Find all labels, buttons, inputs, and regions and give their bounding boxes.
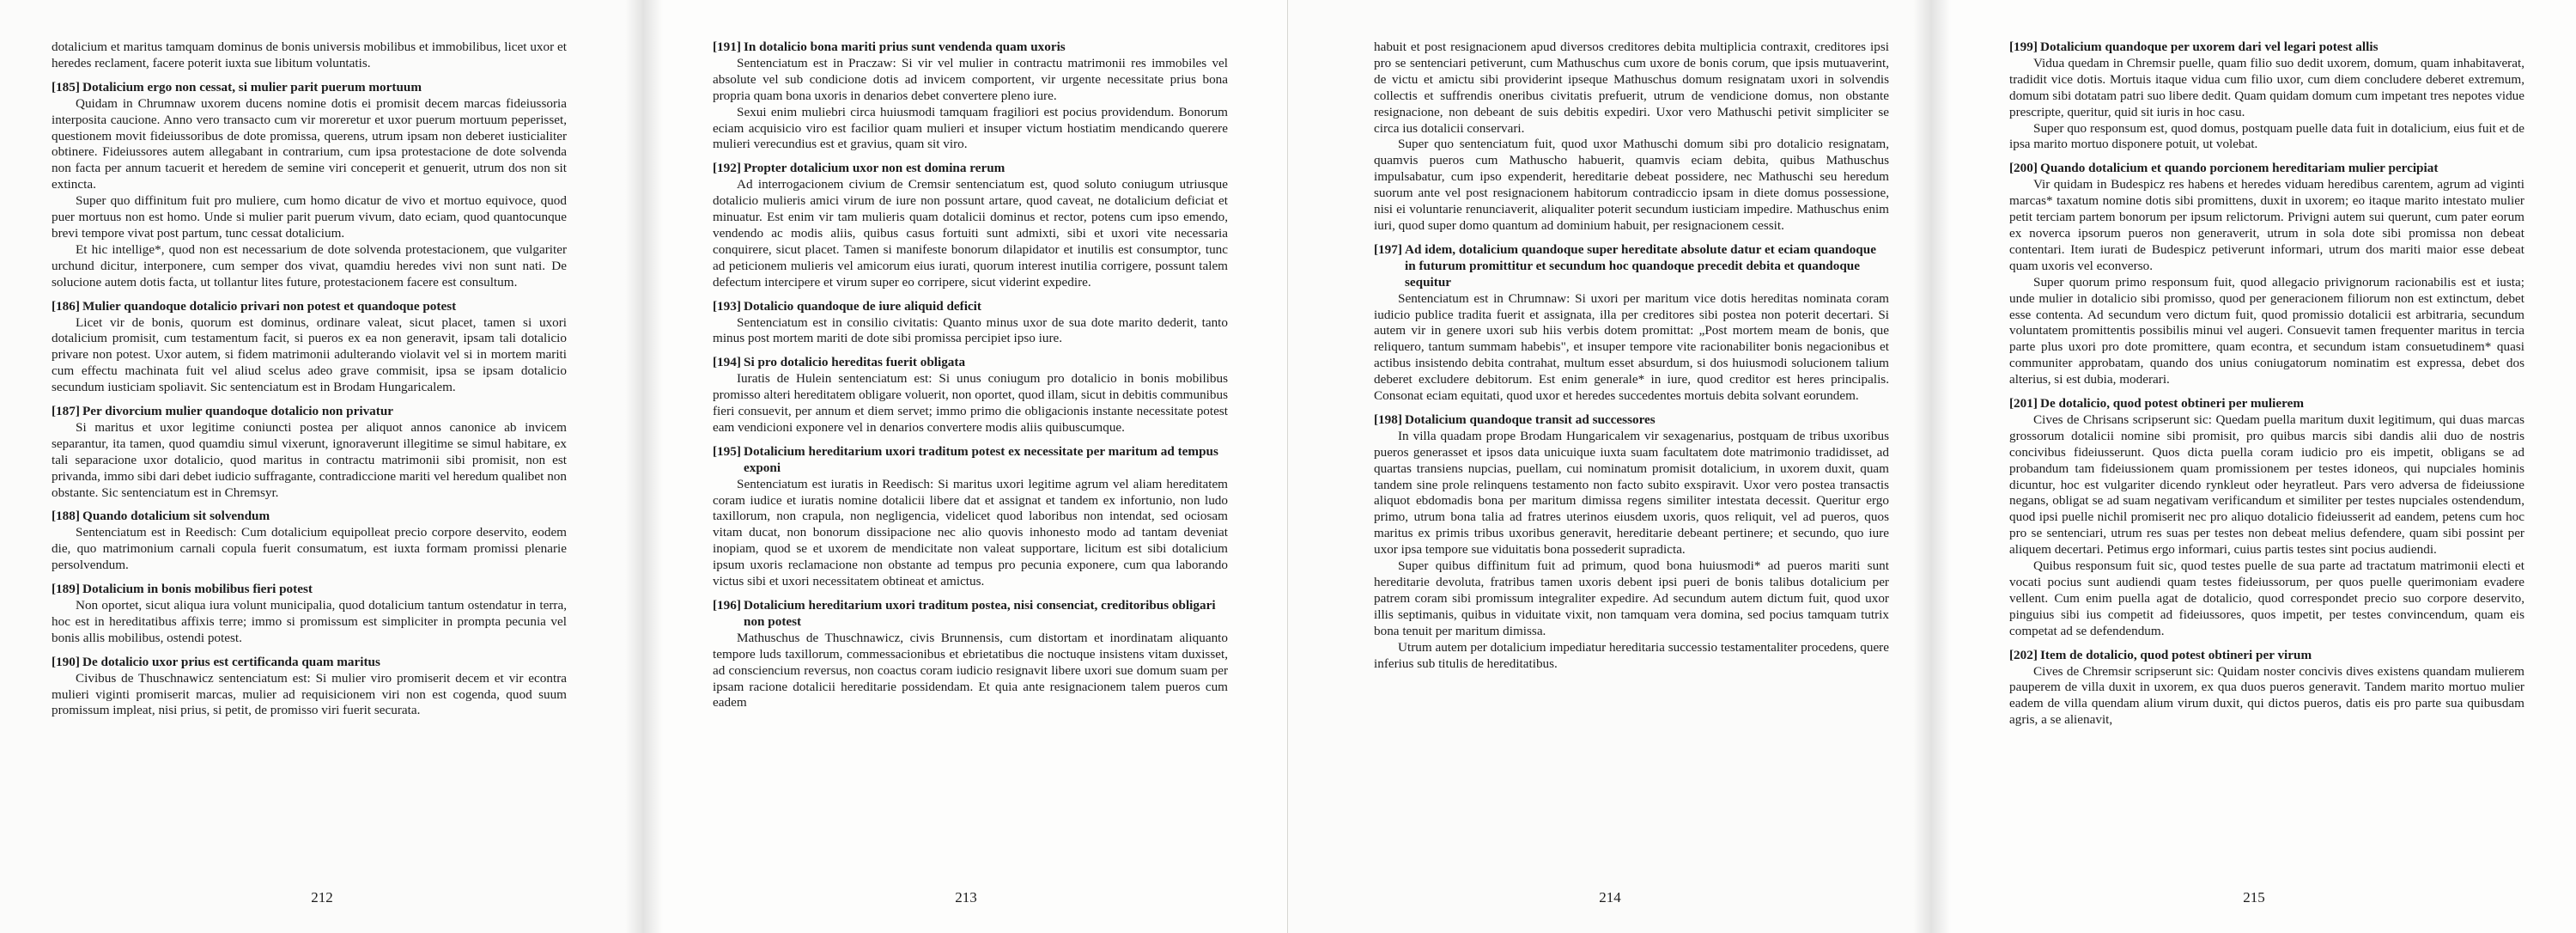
section-heading bbox=[1374, 412, 1889, 429]
section-title: Si pro dotalicio hereditas fuerit obligata bbox=[744, 355, 966, 370]
page-213 bbox=[644, 0, 1288, 933]
section-title: De dotalicio uxor prius est certificanda quam maritus bbox=[82, 654, 380, 669]
paragraph: Sentenciatum est in consilio civitatis: Quanto minus uxor de sua dote marito dederit, tanto minus post mortem mariti de dote sibi promissa percipiet ipso iure. bbox=[713, 314, 1228, 346]
section-number: [188] bbox=[52, 509, 80, 524]
section-number: [186] bbox=[52, 298, 80, 314]
section-number: [191] bbox=[713, 40, 741, 54]
paragraph: habuit et post resignacionem apud diversos creditores debita multiplicia contraxit, creditores ipsi pro se sentenciari petiverunt, cum Mathuschus cum uxore de bonis corum, que ipsis mutuaverint, de victu et amictu sibi providerint ipseque Mathuschus domum resignatam uxori in solvendis collectis et suffrendis oneribus civitatis prefuerit, utrum de vendicione domus, non obstante resignacione, non debeant de suis debitis expediri. Uxor vero Mathuschi petivit simpliciter se circa ius dotalicii conservari. bbox=[1374, 40, 1889, 136]
section-heading bbox=[713, 598, 1228, 631]
section-title: Dotalicium hereditarium uxori traditum potest ex necessitate per maritum ad tempus exponi bbox=[744, 443, 1218, 475]
section-heading bbox=[52, 80, 567, 96]
section-title: Quando dotalicium sit solvendum bbox=[82, 509, 270, 524]
section-heading bbox=[52, 655, 567, 671]
paragraph: Sentenciatum est iuratis in Reedisch: Si maritus uxori legitime agrum vel aliam hereditatem coram iudice et iuratis nomine dotalicii libere dat et assignat et tandem ex infortunio, non ludo taxillorum, non crapula, non negligencia, videlicet quod laboribus non intendat, sed ociosam vitam ducat, non bonorum dissipacione nec alio quovis inhonesto modo ad tantam deveniat inopiam, quod se et uxorem de mendicitate non valeat supportare, licitum est sibi dotalicium ipsum uxoris reclamacione non obstante ad tempus pro pecunia exponere, cum qua laborando victus sibi et uxori necessitatem obtineat et amictus. bbox=[713, 476, 1228, 589]
section-number: [189] bbox=[52, 582, 80, 597]
section bbox=[52, 404, 567, 501]
paragraph: Vidua quedam in Chremsir puelle, quam filio suo dedit uxorem, domum, quam inhabitaverat, tradidit vice dotis. Mortuis itaque vidua cum filio uxor, cum diem concludere deberet extremum, domum sibi dotatam patri suo libere dedit. Quam quidam domum cum impetant tres nepotes vidue prescripte, queritur, quid sit iuris in hoc casu. bbox=[2009, 55, 2524, 119]
paragraph: In villa quadam prope Brodam Hungaricalem vir sexagenarius, postquam de tribus uxoribus pueros generasset et ipsos data unicuique iuxta suam facultatem dote matrimonio tradidisset, ad quartas transiens nupcias, puellam, cui nominatum promisit dotalicium, in uxorem duxit, quam tandem sine prole relinquens testamento non facto subito exspiravit. Uxor vero postea transactis aliquot ebdomadis bona per maritum dimissa regens similiter intestata decessit. Queritur ergo primo, utrum bona talia ad fratres uterinos eiusdem uxoris, quos reliquit, vel ad pueros, quos maritus ex primis tribus uxoribus generavit, hereditarie debeant pertinere; et secundo, quo iure uxor ipsa tempore sue viduitatis bona possederit supradicta. bbox=[1374, 428, 1889, 558]
section-title: Dotalicium hereditarium uxori traditum postea, nisi consenciat, creditoribus obligari non potest bbox=[744, 598, 1216, 629]
section-number: [201] bbox=[2009, 396, 2038, 412]
section bbox=[713, 161, 1228, 290]
section bbox=[52, 655, 567, 720]
page-number: 214 bbox=[1599, 889, 1621, 906]
paragraph: Super quo diffinitum fuit pro muliere, cum homo dicatur de vivo et mortuo equivoce, quod puer mortuus non est homo. Unde si mulier parit puerum vivum, dato eciam, quod quantocunque brevi tempore vivat post partum, tunc cessat dotalicium. bbox=[52, 193, 567, 241]
paragraph: Iuratis de Hulein sentenciatum est: Si unus coniugum pro dotalicio in bonis mobilibus promisso alteri hereditatem obligare voluerit, non oportet, quod illam, sicut in debitis communibus fieri consuevit, per annum et diem servet; immo primo die obligacionis instante necessitate potest eam vendicioni exponere vel in denarios convertere modis aliis quibuscumque. bbox=[713, 371, 1228, 435]
section-title: In dotalicio bona mariti prius sunt vendenda quam uxoris bbox=[744, 40, 1066, 54]
section bbox=[52, 582, 567, 647]
continued-text bbox=[1374, 40, 1889, 235]
page-gutter-shadow bbox=[1932, 0, 1951, 933]
continued-text bbox=[52, 40, 567, 72]
page-212 bbox=[0, 0, 644, 933]
paragraph: Cives de Chrisans scripserunt sic: Quedam puella maritum duxit legitimum, qui duas marcas grossorum dotalicii nomine sibi promisit, pro quibus marcis sibi dandis alii duo de nostris concivibus fideiusserunt. Quos dicta puella coram iudicio pro eis impetit, obligans se ad probandum tam fideiussionem quam promissionem per testes idoneos, qui nupciales hominis dicuntur, hoc est vulgariter dicendo rynkleut oder heyratleut. Pars vero adversa de fideiussione negans, obligat se ad suam negativam verificandum et similiter per testes nupciales ostendendum, quod ipsi puelle nichil promiserit nec pro aliquo dotalicio fideiusserit ad eandem, petens cum hoc pro se sentenciari, utrum res suas per testes non debeat melius defendere, quam sibi possint per aliquem decertari. Petimus ergo informari, cuius partis testes sint pocius audiendi. bbox=[2009, 412, 2524, 558]
paragraph: Mathuschus de Thuschnawicz, civis Brunnensis, cum distortam et inordinatam aliquanto tempore luds taxillorum, commessacionibus et ebrietatibus die noctuque insistens vitam duxisset, ad consciencium reversus, non coactus coram iudicio resignavit libere uxori sue domum suam per ipsam racione dotalicii hereditarie possidendam. Et quia ante resignacionem talem pueros cum eadem bbox=[713, 630, 1228, 710]
section-title: Per divorcium mulier quandoque dotalicio non privatur bbox=[82, 404, 394, 419]
section bbox=[713, 598, 1228, 711]
section-heading bbox=[2009, 396, 2524, 412]
paragraph: Super quo responsum est, quod domus, postquam puelle data fuit in dotalicium, eius fuit et de ipsa marito mortuo disponere potuit, ut volebat. bbox=[2009, 120, 2524, 152]
section bbox=[1374, 242, 1889, 405]
section-number: [193] bbox=[713, 298, 741, 314]
section-heading bbox=[713, 161, 1228, 177]
section-heading bbox=[713, 444, 1228, 477]
page-text bbox=[52, 40, 567, 719]
paragraph: Si maritus et uxor legitime coniuncti postea per aliquot annos canonice ab invicem separantur, ita tamen, quod quamdiu simul vixerunt, ignoraverunt illegitime se simul habitare, ex tali separacione uxor dotalicio, quod maritus in contractu matrimonii sibi promisit, non est privanda, immo sibi dari debet iudicio suffragante, contradiccione mariti vel heredum qualibet non obstante. Sic sentenciatum est in Chremsyr. bbox=[52, 419, 567, 500]
paragraph: Super quibus diffinitum fuit ad primum, quod bona huiusmodi* ad pueros mariti sunt hereditarie devoluta, fratribus tamen uxoris debent ipsi pueri de bonis talibus dotalicium per patrem coram sibi promissum integraliter expedire. Ad secundum autem dictum fuit, quod uxor illis septimanis, quibus in viduitate vixit, non tamquam vera domina, sed pocius tamquam tutrix bona tenuit per maritum dimissa. bbox=[1374, 558, 1889, 638]
page-gutter-shadow bbox=[625, 0, 644, 933]
section-heading bbox=[713, 299, 1228, 315]
page-number: 215 bbox=[2243, 889, 2265, 906]
paragraph: dotalicium et maritus tamquam dominus de bonis universis mobilibus et immobilibus, licet uxor et heredes reclament, facere poterit iuxta sue libitum voluntatis. bbox=[52, 40, 567, 70]
paragraph: Quibus responsum fuit sic, quod testes puelle de sua parte ad tractatum matrimonii electi et vocati pocius sunt audiendi quam testes fideiussorum, per quos puelle querimoniam evadere vellent. Cum enim puella agat de dotalicio, quod correspondet precio suo corpore deservito, pinguius sibi ius competit ad fideiussores, quos impetit, per testes convincendum, quam eis competat ad se defendendum. bbox=[2009, 558, 2524, 638]
page-text bbox=[2009, 40, 2524, 729]
section bbox=[52, 299, 567, 396]
section-number: [198] bbox=[1374, 412, 1402, 427]
paragraph: Ad interrogacionem civium de Cremsir sentenciatum est, quod soluto coniugum utriusque dotalicio mulieris amici virum de iure non possunt artare, quod caveat, ne dotalicium deficiat et minuatur. Est enim vir tam mulieris quam dotalicii dominus et rector, potens cum ipso emendo, vendendo ac modis aliis, quibus casus fortuiti sunt admixti, sibi et uxori vite necessaria conquirere, sicut placet. Tamen si manifeste bonorum dilapidator et inutilis est consumptor, tunc ad peticionem mulieris vel amicorum eius iurati, quorum interest inutilia corrigere, possunt talem defectum intercipere et virum super eo corripere, sicut viderint expedire. bbox=[713, 177, 1228, 290]
section-number: [185] bbox=[52, 79, 80, 95]
paragraph: Et hic intellige*, quod non est necessarium de dote solvenda protestacionem, que vulgariter urchund dicitur, interponere, cum semper dos vivat, quamdiu heredes vivi non sunt nati. De solucione autem dotis facta, ut tollantur lites future, protestacionem facere est consultum. bbox=[52, 241, 567, 290]
section-title: Mulier quandoque dotalicio privari non potest et quandoque potest bbox=[82, 298, 457, 314]
section-heading bbox=[2009, 648, 2524, 664]
paragraph: Super quorum primo responsum fuit, quod allegacio privignorum racionabilis est et iusta; unde mulier in dotalicio sibi promisso, quod per generacionem filiorum non est extinctum, debet esse contenta. Ad secundum vero dictum fuit, quod promissio dotalicii est arbitraria, secundum voluntatem promittentis possibilis minui vel augeri. Consuevit tamen frequenter maritus in tercia parte plus uxori pro dote promittere, quam econtra, et secundum istam consuetudinem* quasi communiter approbatam, quando dos unius coniugatorum nominatim est expressa, debet dos alterius, si est dubia, moderari. bbox=[2009, 274, 2524, 387]
section-title: Dotalicium in bonis mobilibus fieri potest bbox=[82, 582, 313, 597]
paragraph: Civibus de Thuschnawicz sentenciatum est: Si mulier viro promiserit decem et vir econtra mulieri viginti promiserit marcas, mulier ad requisicionem viri non est cogenda, quod suum promissum impleat, nisi prius, si petit, de promisso viri fuerit securata. bbox=[52, 670, 567, 718]
section bbox=[52, 509, 567, 574]
section-number: [187] bbox=[52, 404, 80, 419]
paragraph: Quidam in Chrumnaw uxorem ducens nomine dotis ei promisit decem marcas fideiussoria interposita caucione. Anno vero transacto cum vir moreretur et uxor puerum mortuum peperisset, questionem movit fideiussoribus de dote promissa, querens, utrum ipsam non deberet iusticialiter obtinere. Fideiussores autem allegabant in contrarium, cum ipsa protestacione de dote solvenda non facta per annum tacuerit et heredem de semine viri conceperit et genuerit, utrum dos non sit extincta. bbox=[52, 95, 567, 192]
section bbox=[2009, 161, 2524, 388]
section bbox=[52, 80, 567, 291]
section-title: Dotalicium quandoque transit ad successores bbox=[1405, 412, 1656, 427]
page-215 bbox=[1932, 0, 2576, 933]
section bbox=[713, 355, 1228, 436]
section-heading bbox=[2009, 161, 2524, 177]
section-number: [192] bbox=[713, 161, 741, 176]
section-title: Quando dotalicium et quando porcionem hereditariam mulier percipiat bbox=[2040, 161, 2439, 176]
paragraph: Sentenciatum est in Reedisch: Cum dotalicium equipolleat precio corpore deservito, eodem die, quo matrimonium carnali copula fuerit consumatum, est iuxta formam promissi plenarie persolvendum. bbox=[52, 525, 567, 573]
section-title: Dotalicium ergo non cessat, si mulier parit puerum mortuum bbox=[82, 79, 422, 95]
section-title: Dotalicium quandoque per uxorem dari vel legari potest allis bbox=[2040, 40, 2379, 54]
section-heading bbox=[713, 40, 1228, 56]
section bbox=[2009, 648, 2524, 729]
paragraph: Super quo sentenciatum fuit, quod uxor Mathuschi domum sibi pro dotalicio resignatam, quamvis pueros cum Mathuscho habuerit, quamvis eciam debita, quibus Mathuschus impulsabatur, cum ipso expenderit, hereditarie debeat possidere, nec Mathuschi seu heredum suorum ante vel post resignacionem habitorum contradiccio ipsam in diete domus possessione, nisi ei voluntarie renunciaverit, aliqualiter poterit secundum iusticiam impedire. Mathuschus enim iuri, quod super domo quantum ad dominium habuit, per resignacionem cessit. bbox=[1374, 137, 1889, 233]
section bbox=[713, 299, 1228, 348]
section-number: [202] bbox=[2009, 647, 2038, 662]
paragraph: Utrum autem per dotalicium impediatur hereditaria successio testamentaliter procedens, quere inferius sub titulis de hereditatibus. bbox=[1374, 639, 1889, 671]
section-heading bbox=[2009, 40, 2524, 56]
page-text bbox=[713, 40, 1228, 711]
paragraph: Licet vir de bonis, quorum est dominus, ordinare valeat, sicut placet, tamen si uxori dotalicium promisit, cum testamentum facit, si pueros ex ea non generavit, ipsam tali dotalicio privare non potest. Uxor autem, si fidem matrimonii adulterando violavit vel si in mortem mariti cum effectu machinata fuit vel aliud scelus adeo grave commisit, ipsa se ipsam dotalicio secundum iusticiam spoliavit. Sic sentenciatum est in Brodam Hungaricalem. bbox=[52, 314, 567, 395]
section-number: [200] bbox=[2009, 161, 2038, 176]
section bbox=[713, 40, 1228, 153]
section bbox=[2009, 40, 2524, 153]
paragraph: Non oportet, sicut aliqua iura volunt municipalia, quod dotalicium tantum ostendatur in terra, hoc est in hereditatibus affixis terre; immo si promissum est simpliciter in prompta pecunia vel bonis allis mobilibus, ostendi potest. bbox=[52, 598, 567, 645]
section bbox=[713, 444, 1228, 590]
section-number: [194] bbox=[713, 355, 741, 370]
page-number: 213 bbox=[955, 889, 977, 906]
section bbox=[1374, 412, 1889, 673]
section-title: Propter dotalicium uxor non est domina rerum bbox=[744, 161, 1005, 176]
paragraph: Sentenciatum est in Praczaw: Si vir vel mulier in contractu matrimonii res immobiles vel absolute vel sub condicione dotis ad invicem comportent, vir urgente necessitate prius bona propria quam bona uxoris in denarios debet convertere pleno iure. bbox=[713, 55, 1228, 103]
page-text bbox=[1374, 40, 1889, 672]
section-number: [197] bbox=[1374, 241, 1402, 257]
section-heading bbox=[713, 355, 1228, 371]
section-title: Dotalicio quandoque de iure aliquid deficit bbox=[744, 298, 981, 314]
section-heading bbox=[52, 582, 567, 598]
section-heading bbox=[52, 299, 567, 315]
section-heading bbox=[52, 404, 567, 420]
section-number: [190] bbox=[52, 654, 80, 669]
section-number: [195] bbox=[713, 443, 741, 459]
page-gutter-shadow bbox=[644, 0, 663, 933]
section-title: De dotalicio, quod potest obtineri per mulierem bbox=[2040, 396, 2304, 412]
page-number: 212 bbox=[311, 889, 333, 906]
section-title: Item de dotalicio, quod potest obtineri per virum bbox=[2040, 647, 2312, 662]
section-title: Ad idem, dotalicium quandoque super hereditate absolute datur et eciam quandoque in futurum promittitur et secundum hoc quandoque precedit debita et quandoque sequitur bbox=[1405, 241, 1876, 290]
paragraph: Sexui enim muliebri circa huiusmodi tamquam fragiliori est pocius providendum. Bonorum eciam acquisicio viro est facilior quam mulieri et insuper victum hostiatim mendicando querere mulieri verecundius est et gravius, quam sit viro. bbox=[713, 104, 1228, 152]
page-gutter-shadow bbox=[1913, 0, 1932, 933]
section-heading bbox=[52, 509, 567, 525]
section-number: [196] bbox=[713, 598, 741, 613]
section-number: [199] bbox=[2009, 40, 2038, 54]
page-214 bbox=[1288, 0, 1932, 933]
paragraph: Vir quidam in Budespicz res habens et heredes viduam heredibus carentem, agrum ad viginti marcas* taxatum nomine dotis sibi promittens, duxit in uxorem; eo itaque marito intestato mulier petit terciam partem bonorum per ipsum relictorum. Privigni autem sui querunt, cum pater eorum ex noverca ipsorum pueros non generaverit, utrum in sola dote sibi promissa non debeat contentari. Item iurati de Budespicz petiverunt informari, utrum dos mariti maior esse debeat quam uxoris vel econverso. bbox=[2009, 177, 2524, 273]
section bbox=[2009, 396, 2524, 640]
paragraph: Sentenciatum est in Chrumnaw: Si uxori per maritum vice dotis hereditas nominata coram iudicio publice tradita fuerit et assignata, illa per creditores sibi postea non poterit decertari. Si autem vir in genere uxori sub hiis verbis dotem promittat: „Post mortem meam de bonis, que reliquero, tantum summam habebis", et insuper tempore vite racionabiliter bonis negacionibus et actibus insistendo debita contrahat, multum esset absurdum, si dos huiusmodi solucionem talium deberet excludere debitorum. Est enim generale* in iure, quod creditor est heres principalis. Consonat eciam equitati, quod uxor et heredes succedentes mortuis debita solvant eorundem. bbox=[1374, 290, 1889, 404]
section-heading bbox=[1374, 242, 1889, 291]
paragraph: Cives de Chremsir scripserunt sic: Quidam noster concivis dives existens quandam mulierem pauperem de villa duxit in uxorem, ex qua duos pueros generavit. Tandem marito mortuo mulier eadem de villa quendam alium virum duxit, qui dictos pueros, datis eis pro parte sua quibusdam agris, a se alienavit, bbox=[2009, 663, 2524, 728]
